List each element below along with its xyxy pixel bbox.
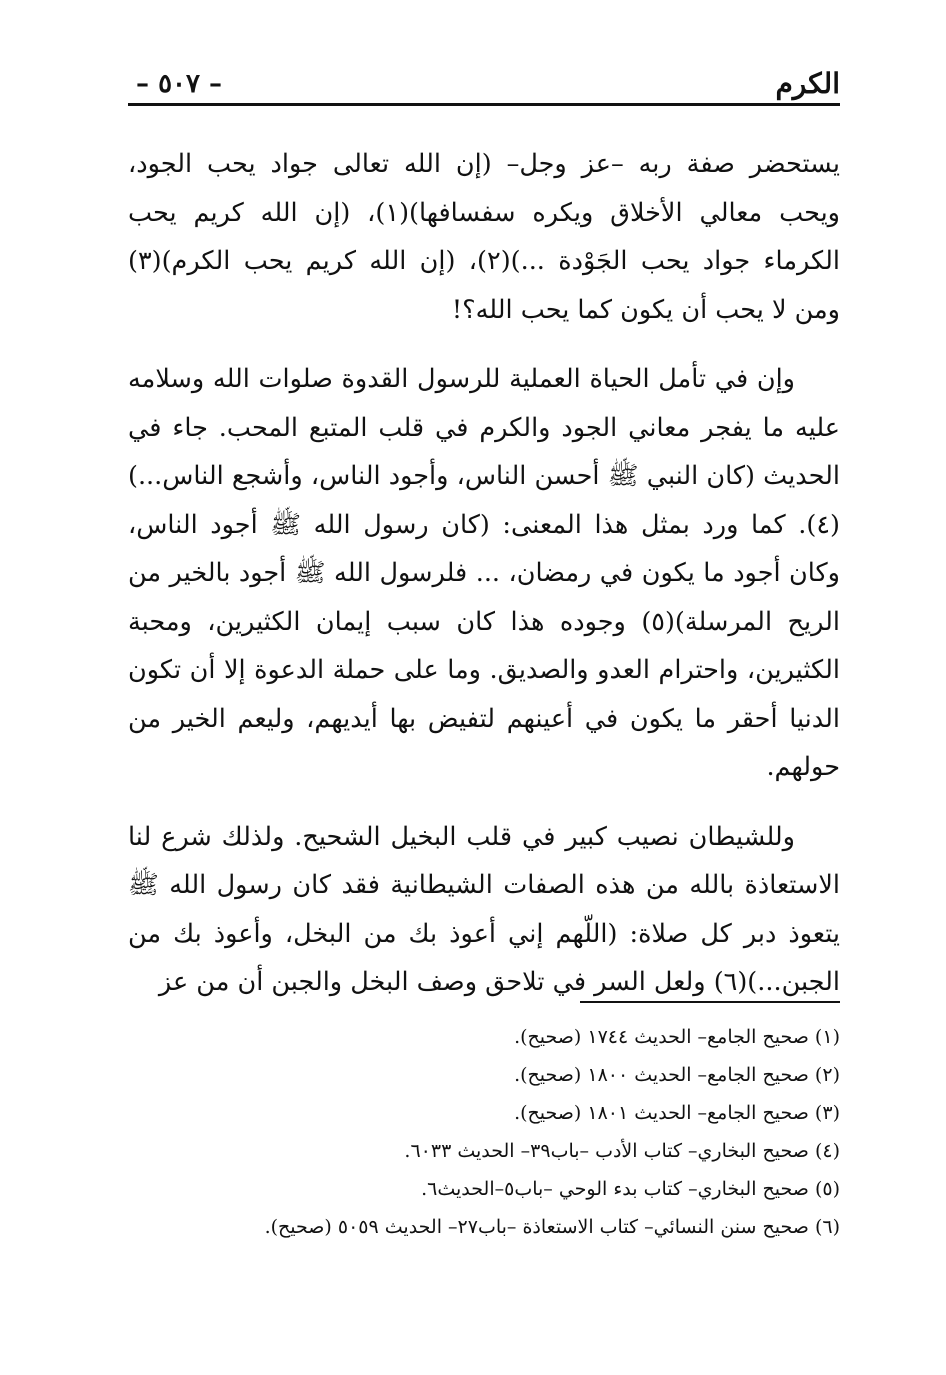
page-number: – ٥٠٧ – [136, 69, 223, 99]
paragraph: وللشيطان نصيب كبير في قلب البخيل الشحيح. ولذلك شرع لنا الاستعاذة بالله من هذه الصفات الشيطانية فقد كان رسول الله ﷺ يتعوذ دبر كل صلاة: (اللّهم إني أعوذ بك من البخل، وأعوذ بك من الجبن...)(٦) ولعل السر في تلاحق وصف البخل والجبن أن من عز [128, 821, 840, 997]
footnote: (٤) صحيح البخاري– كتاب الأدب –باب٣٩– الحديث ٦٠٣٣. [404, 1140, 840, 1162]
footnote: (٣) صحيح الجامع– الحديث ١٨٠١ (صحيح). [514, 1102, 840, 1124]
footnote: (٦) صحيح سنن النسائي– كتاب الاستعاذة –باب٢٧– الحديث ٥٠٥٩ (صحيح). [264, 1216, 840, 1238]
footnote: (٢) صحيح الجامع– الحديث ١٨٠٠ (صحيح). [514, 1064, 840, 1086]
paragraph: وإن في تأمل الحياة العملية للرسول القدوة صلوات الله وسلامه عليه ما يفجر معاني الجود والكرم في قلب المتبع المحب. جاء في الحديث (كان النبي ﷺ أحسن الناس، وأجود الناس، وأشجع الناس...)(٤). كما ورد بمثل هذا المعنى: (كان رسول الله ﷺ أجود الناس، وكان أجود ما يكون في رمضان، ... فلرسول الله ﷺ أجود بالخير من الريح المرسلة)(٥) وجوده هذا كان سبب إيمان الكثيرين، ومحبة الكثيرين، واحترام العدو والصديق. وما على حملة الدعوة إلا أن تكون الدنيا أحقر ما يكون في أعينهم لتفيض بها أيديهم، وليعم الخير من حولهم. [128, 364, 840, 782]
footnote: (١) صحيح الجامع– الحديث ١٧٤٤ (صحيح). [514, 1026, 840, 1048]
header-divider [128, 103, 840, 106]
footnote-divider [580, 1001, 840, 1003]
chapter-title: الكرم [775, 67, 840, 100]
paragraph: يستحضر صفة ربه –عز وجل– (إن الله تعالى جواد يحب الجود، ويحب معالي الأخلاق ويكره سفسافها)(١)، (إن الله كريم يحب الكرماء جواد يحب الجَوْدة ...)(٢)، (إن الله كريم يحب الكرم)(٣) ومن لا يحب أن يكون كما يحب الله؟! [128, 149, 840, 325]
main-text [128, 140, 840, 1028]
page-header [128, 58, 840, 104]
footnote: (٥) صحيح البخاري– كتاب بدء الوحي –باب٥–الحديث٦. [421, 1178, 840, 1200]
footnotes [128, 1018, 840, 1246]
